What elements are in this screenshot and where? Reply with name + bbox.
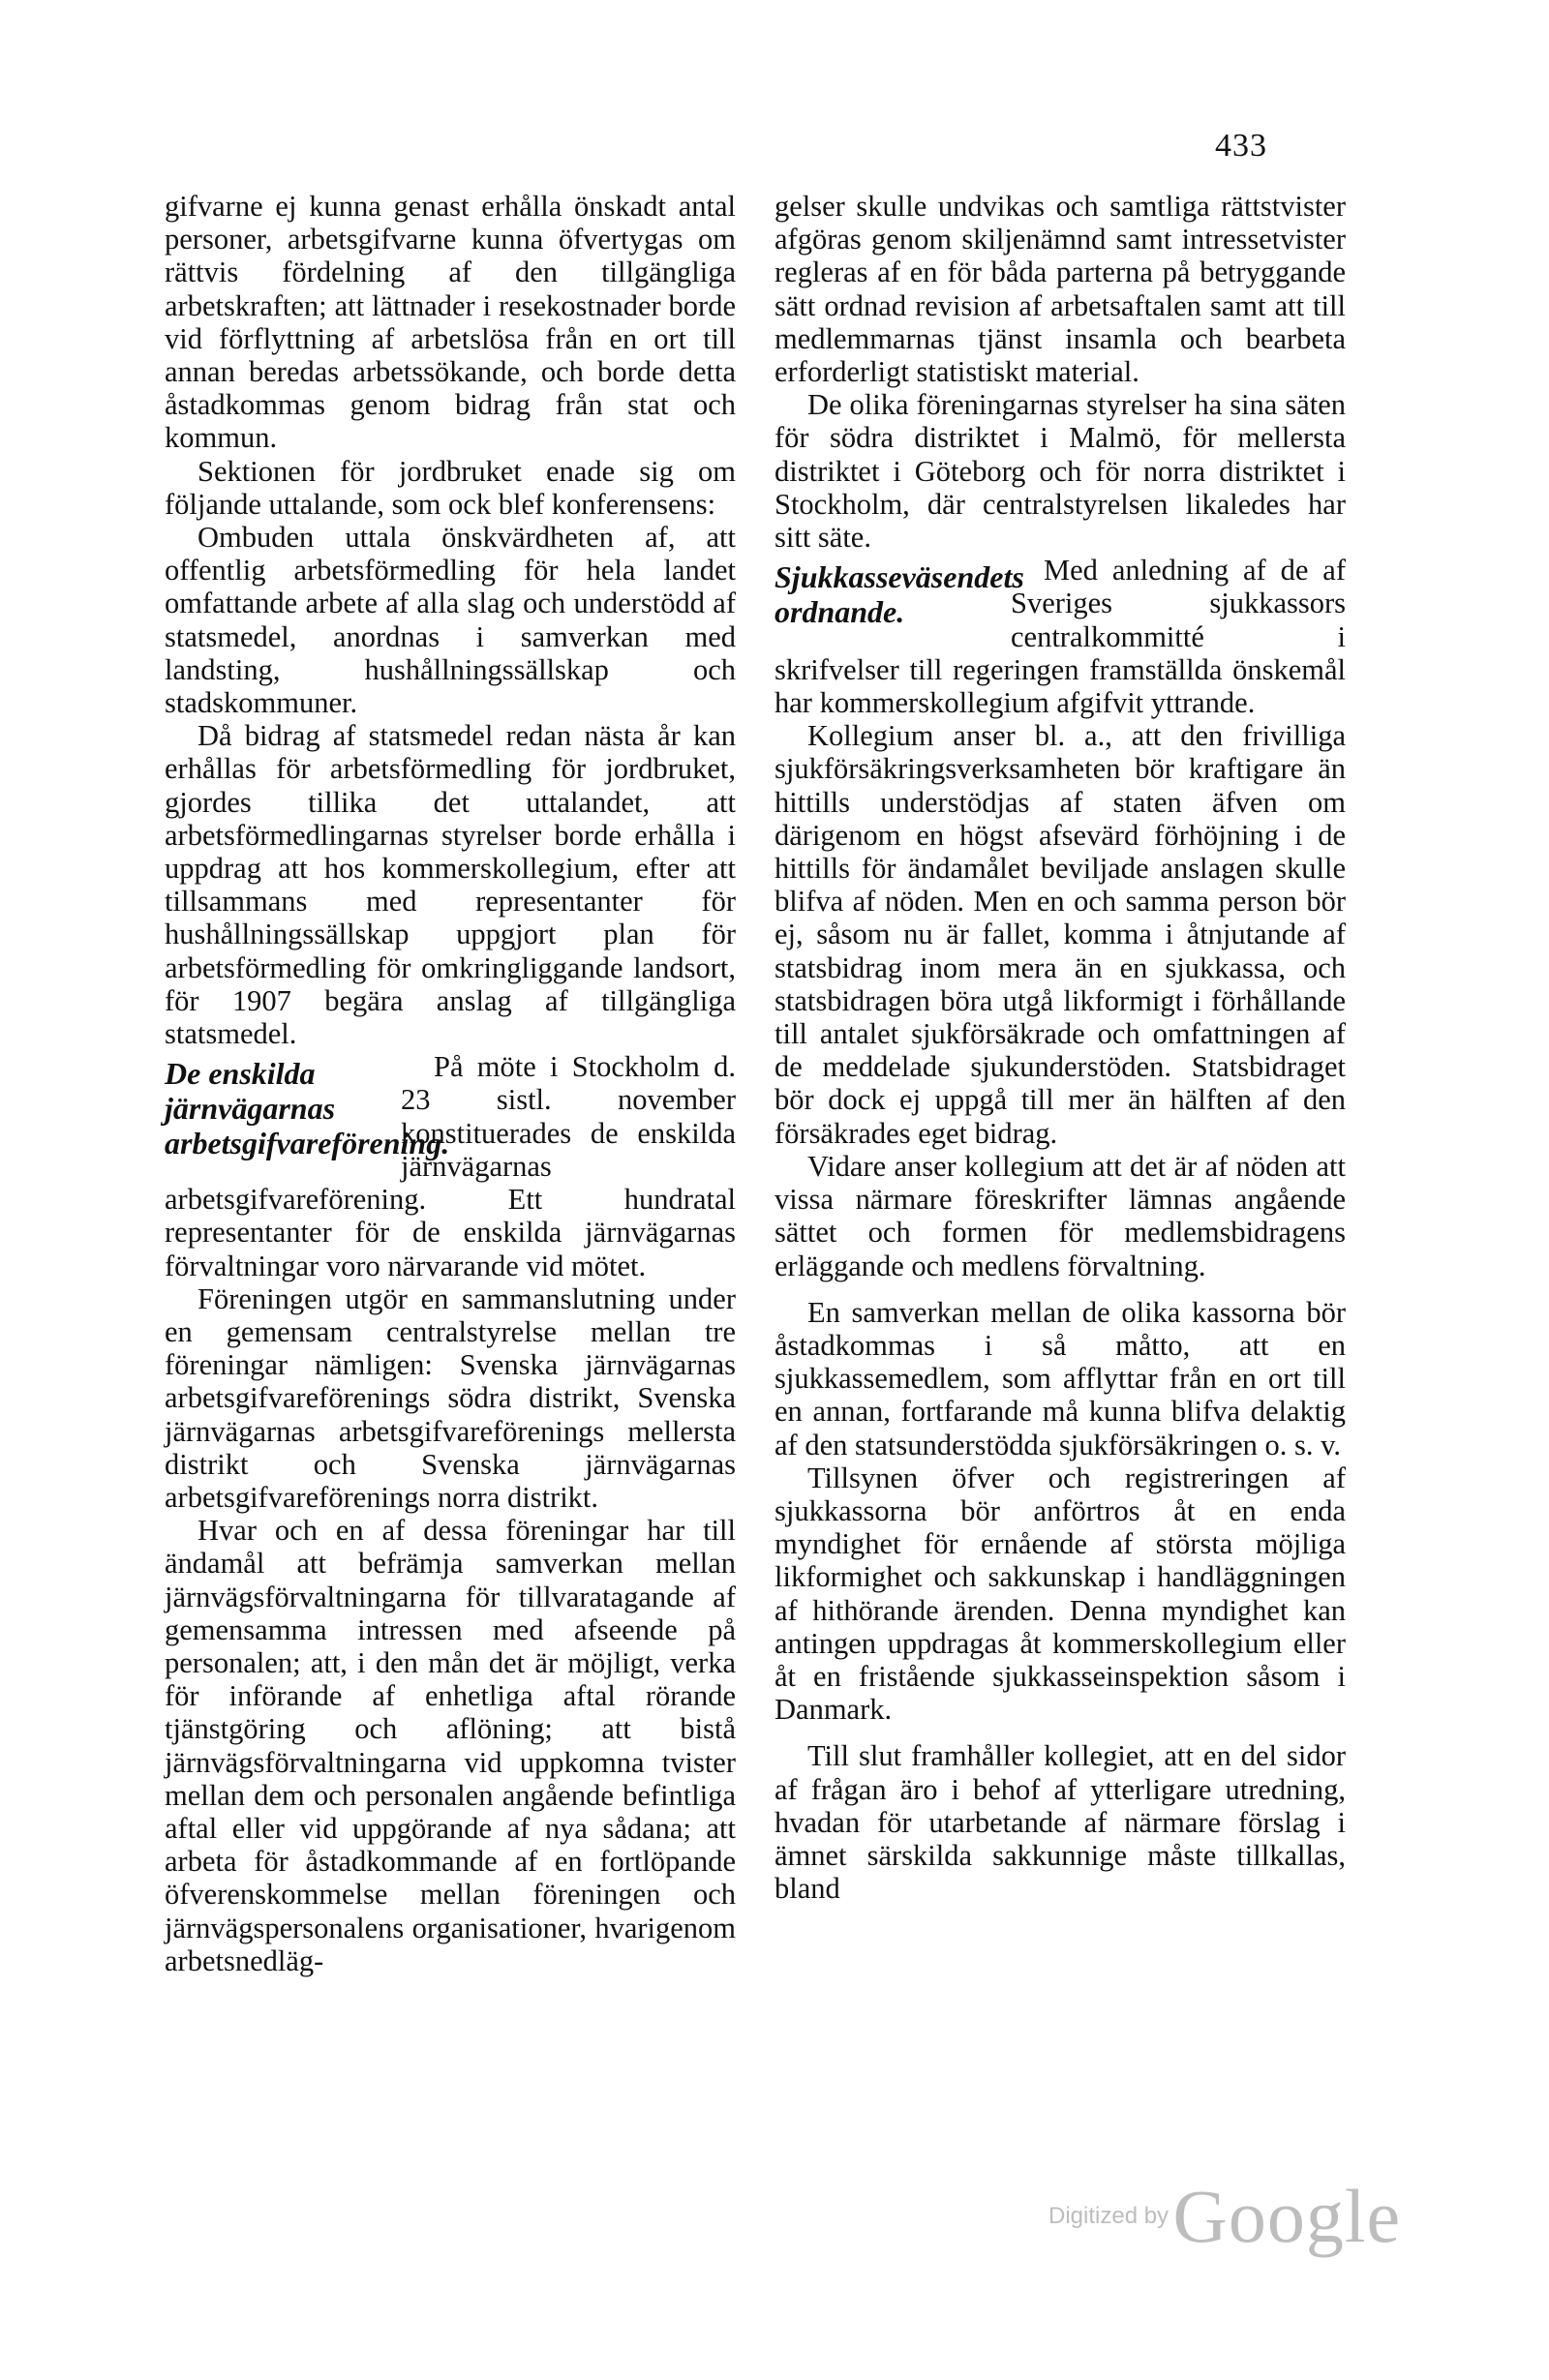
paragraph: gifvarne ej kunna genast erhålla önskadt antal personer, arbetsgifvarne kunna öfvertygas om rättvis fördelning af den tillgängliga arbetskraften; att lättnader i resekostnader borde vid förflyttning af arbetslösa från en ort till annan beredas arbetssökande, och borde detta åstadkommas genom bidrag från stat och kommun.: [165, 190, 736, 455]
left-column: [165, 190, 736, 1977]
section-sidenote: Sjukkasseväsendets ordnande.: [774, 559, 1024, 630]
right-column: [774, 190, 1346, 1905]
paragraph: Hvar och en af dessa föreningar har till ändamål att befrämja samverkan mellan järnvägsförvaltningarna för tillvaratagande af gemensamma intressen med afseende på personalen; att, i den mån det är möjligt, verka för införande af enhetliga aftal rörande tjänstgöring och aflöning; att bistå järnvägsförvaltningarna vid uppkomna tvister mellan dem och personalen angående befintliga aftal eller vid uppgörande af nya sådana; att arbeta för åstadkommande af en fortlöpande öfverenskommelse mellan föreningen och järnvägspersonalens organisationer, hvarigenom arbetsnedläg-: [165, 1514, 736, 1977]
watermark-prefix: Digitized by: [1048, 2203, 1169, 2229]
paragraph: Tillsynen öfver och registreringen af sjukkassorna bör anförtros åt en enda myndighet för ernående af största möjliga likformighet och sakkunskap i handläggningen af hithörande ärenden. Denna myndighet kan antingen uppdragas åt kommerskollegium eller åt en fristående sjukkasseinspektion såsom i Danmark.: [774, 1461, 1346, 1727]
paragraph: Sektionen för jordbruket enade sig om följande uttalande, som ock blef konferensens:: [165, 454, 736, 521]
paragraph: På möte i Stockholm d. 23 sistl. november konstituerades de enskilda järnvägarnas arbetsgifvareförening. Ett hundratal representanter för de enskilda järnvägarnas förvaltningar voro närvarande vid mötet.: [165, 1050, 736, 1282]
paragraph: De olika föreningarnas styrelser ha sina säten för södra distriktet i Malmö, för mellersta distriktet i Göteborg och för norra distriktet i Stockholm, där centralstyrelsen likaledes har sitt säte.: [774, 388, 1346, 555]
digitized-watermark: [1048, 2173, 1401, 2260]
page-number: 433: [1215, 128, 1267, 164]
paragraph: En samverkan mellan de olika kassorna bör åstadkommas i så måtto, att en sjukkassemedlem, som afflyttar från en ort till en annan, fortfarande må kunna blifva delaktig af den statsunderstödda sjukförsäkringen o. s. v.: [774, 1295, 1346, 1461]
paragraph: Föreningen utgör en sammanslutning under en gemensam centralstyrelse mellan tre föreningar nämligen: Svenska järnvägarnas arbetsgifvareförenings södra distrikt, Svenska järnvägarnas arbetsgifvareförenings mellersta distrikt och Svenska järnvägarnas arbetsgifvareförenings norra distrikt.: [165, 1281, 736, 1514]
paragraph: gelser skulle undvikas och samtliga rättstvister afgöras genom skiljenämnd samt intressetvister regleras af en för båda parterna på betryggande sätt ordnad revision af arbetsaftalen samt att till medlemmarnas tjänst insamla och bearbeta erforderligt statistiskt material.: [774, 190, 1346, 389]
section-sidenote: De enskilda järnvägarnas arbetsgifvareförening.: [165, 1056, 450, 1161]
watermark-brand-logo: Google: [1172, 2174, 1402, 2258]
paragraph: Till slut framhåller kollegiet, att en del sidor af frågan äro i behof af ytterligare utredning, hvadan för utarbetande af närmare förslag i ämnet särskilda sakkunnige måste tillkallas, bland: [774, 1739, 1346, 1906]
paragraph: Med anledning af de af Sveriges sjukkassors centralkommitté i skrifvelser till regeringen framställda önskemål har kommerskollegium afgifvit yttrande.: [774, 554, 1346, 720]
paragraph: Då bidrag af statsmedel redan nästa år kan erhållas för arbetsförmedling för jordbruket, gjordes tillika det uttalandet, att arbetsförmedlingarnas styrelser borde erhålla i uppdrag att hos kommerskollegium, efter att tillsammans med representanter för hushållningssällskap uppgjort plan för arbetsförmedling för omkringliggande landsort, för 1907 begära anslag af tillgängliga statsmedel.: [165, 719, 736, 1051]
paragraph: Ombuden uttala önskvärdheten af, att offentlig arbetsförmedling för hela landet omfattande arbete af alla slag och understödd af statsmedel, anordnas i samverkan med landsting, hushållningssällskap och stadskommuner.: [165, 521, 736, 720]
paragraph: Kollegium anser bl. a., att den frivilliga sjukförsäkringsverksamheten bör kraftigare än hittills understödjas af staten äfven om därigenom en högst afsevärd förhöjning i de hittills för ändamålet beviljade anslagen skulle blifva af nöden. Men en och samma person bör ej, såsom nu är fallet, komma i åtnjutande af statsbidrag inom mera än en sjukkassa, och statsbidragen böra utgå likformigt i förhållande till antalet sjukförsäkrade och omfattningen af de meddelade sjukunderstöden. Statsbidraget bör dock ej uppgå till mer än hälften af den försäkrades eget bidrag.: [774, 719, 1346, 1150]
paragraph: Vidare anser kollegium att det är af nöden att vissa närmare föreskrifter lämnas angående sättet och formen för medlemsbidragens erläggande och medlens förvaltning.: [774, 1149, 1346, 1282]
